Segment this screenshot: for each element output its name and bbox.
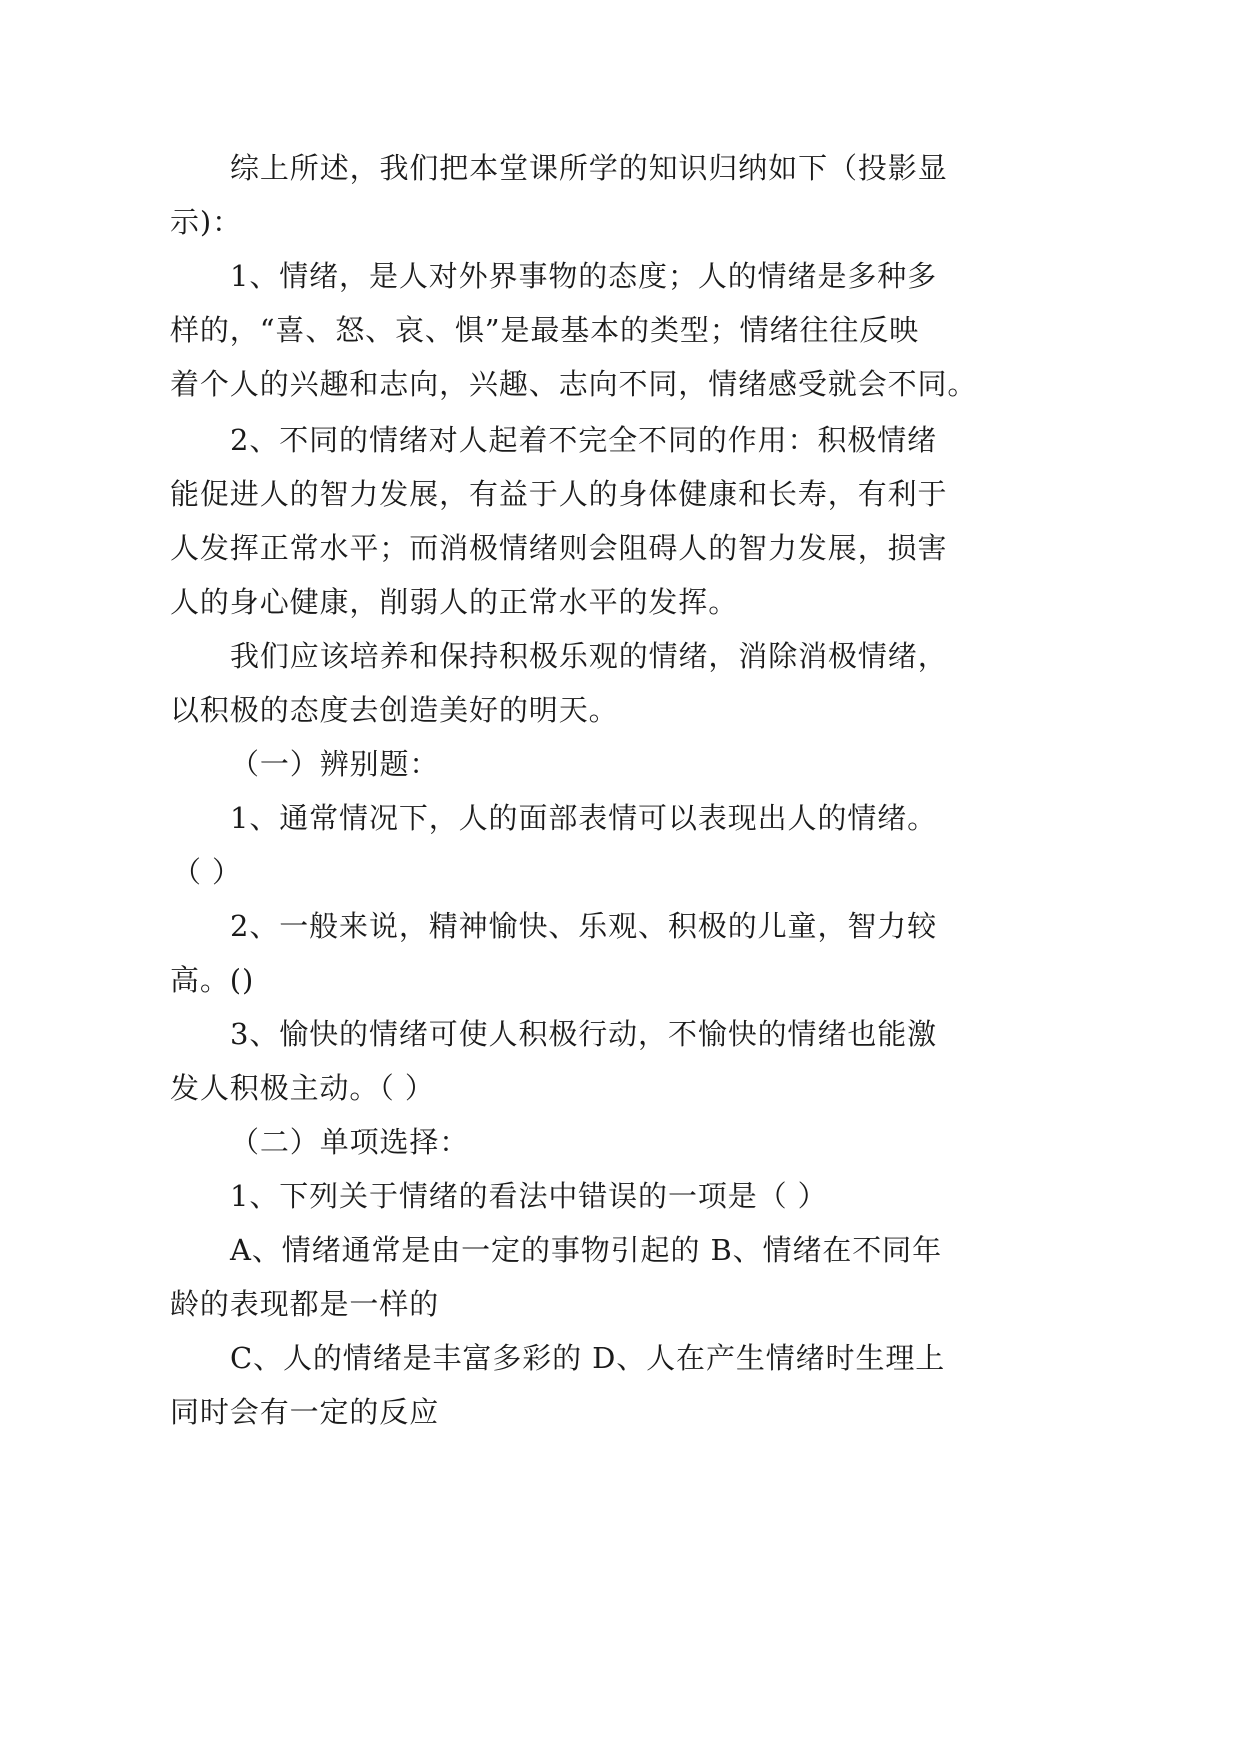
- point-1-line-2: 样的，“喜、怒、哀、惧”是最基本的类型；情绪往往反映: [170, 313, 920, 347]
- choice-q1-options-ab-line-2: 龄的表现都是一样的: [170, 1287, 440, 1321]
- point-2-line-2: 能促进人的智力发展，有益于人的身体健康和长寿，有利于: [170, 477, 948, 511]
- summary-intro-line-1: 综上所述，我们把本堂课所学的知识归纳如下（投影显: [230, 151, 948, 185]
- point-1-line-1: 1、情绪，是人对外界事物的态度；人的情绪是多种多: [230, 259, 938, 293]
- point-2-line-4: 人的身心健康，削弱人的正常水平的发挥。: [170, 585, 739, 619]
- section-heading-judgment: （一）辨别题：: [230, 747, 440, 781]
- choice-q1-options-cd-line-2: 同时会有一定的反应: [170, 1395, 440, 1429]
- section-heading-choice: （二）单项选择：: [230, 1125, 470, 1159]
- point-1-line-3: 着个人的兴趣和志向，兴趣、志向不同，情绪感受就会不同。: [170, 367, 978, 401]
- conclusion-line-1: 我们应该培养和保持积极乐观的情绪，消除消极情绪，: [230, 639, 948, 673]
- point-2-line-3: 人发挥正常水平；而消极情绪则会阻碍人的智力发展，损害: [170, 531, 948, 565]
- judgment-q3-line-2: 发人积极主动。（ ）: [170, 1071, 435, 1105]
- judgment-q1-line-1: 1、通常情况下，人的面部表情可以表现出人的情绪。: [230, 801, 938, 835]
- judgment-q3-line-1: 3、愉快的情绪可使人积极行动，不愉快的情绪也能激: [230, 1017, 938, 1051]
- conclusion-line-2: 以积极的态度去创造美好的明天。: [170, 693, 619, 727]
- judgment-q2-line-2: 高。(): [170, 963, 255, 997]
- judgment-q1-line-2: （ ）: [172, 855, 242, 889]
- choice-q1-options-cd-line-1: C、人的情绪是丰富多彩的 D、人在产生情绪时生理上: [230, 1341, 946, 1375]
- summary-intro-line-2: 示)：: [170, 205, 243, 239]
- judgment-q2-line-1: 2、一般来说，精神愉快、乐观、积极的儿童，智力较: [230, 909, 938, 943]
- choice-q1-stem: 1、下列关于情绪的看法中错误的一项是（ ）: [230, 1179, 828, 1213]
- choice-q1-options-ab-line-1: A、情绪通常是由一定的事物引起的 B、情绪在不同年: [230, 1233, 942, 1267]
- point-2-line-1: 2、不同的情绪对人起着不完全不同的作用：积极情绪: [230, 423, 938, 457]
